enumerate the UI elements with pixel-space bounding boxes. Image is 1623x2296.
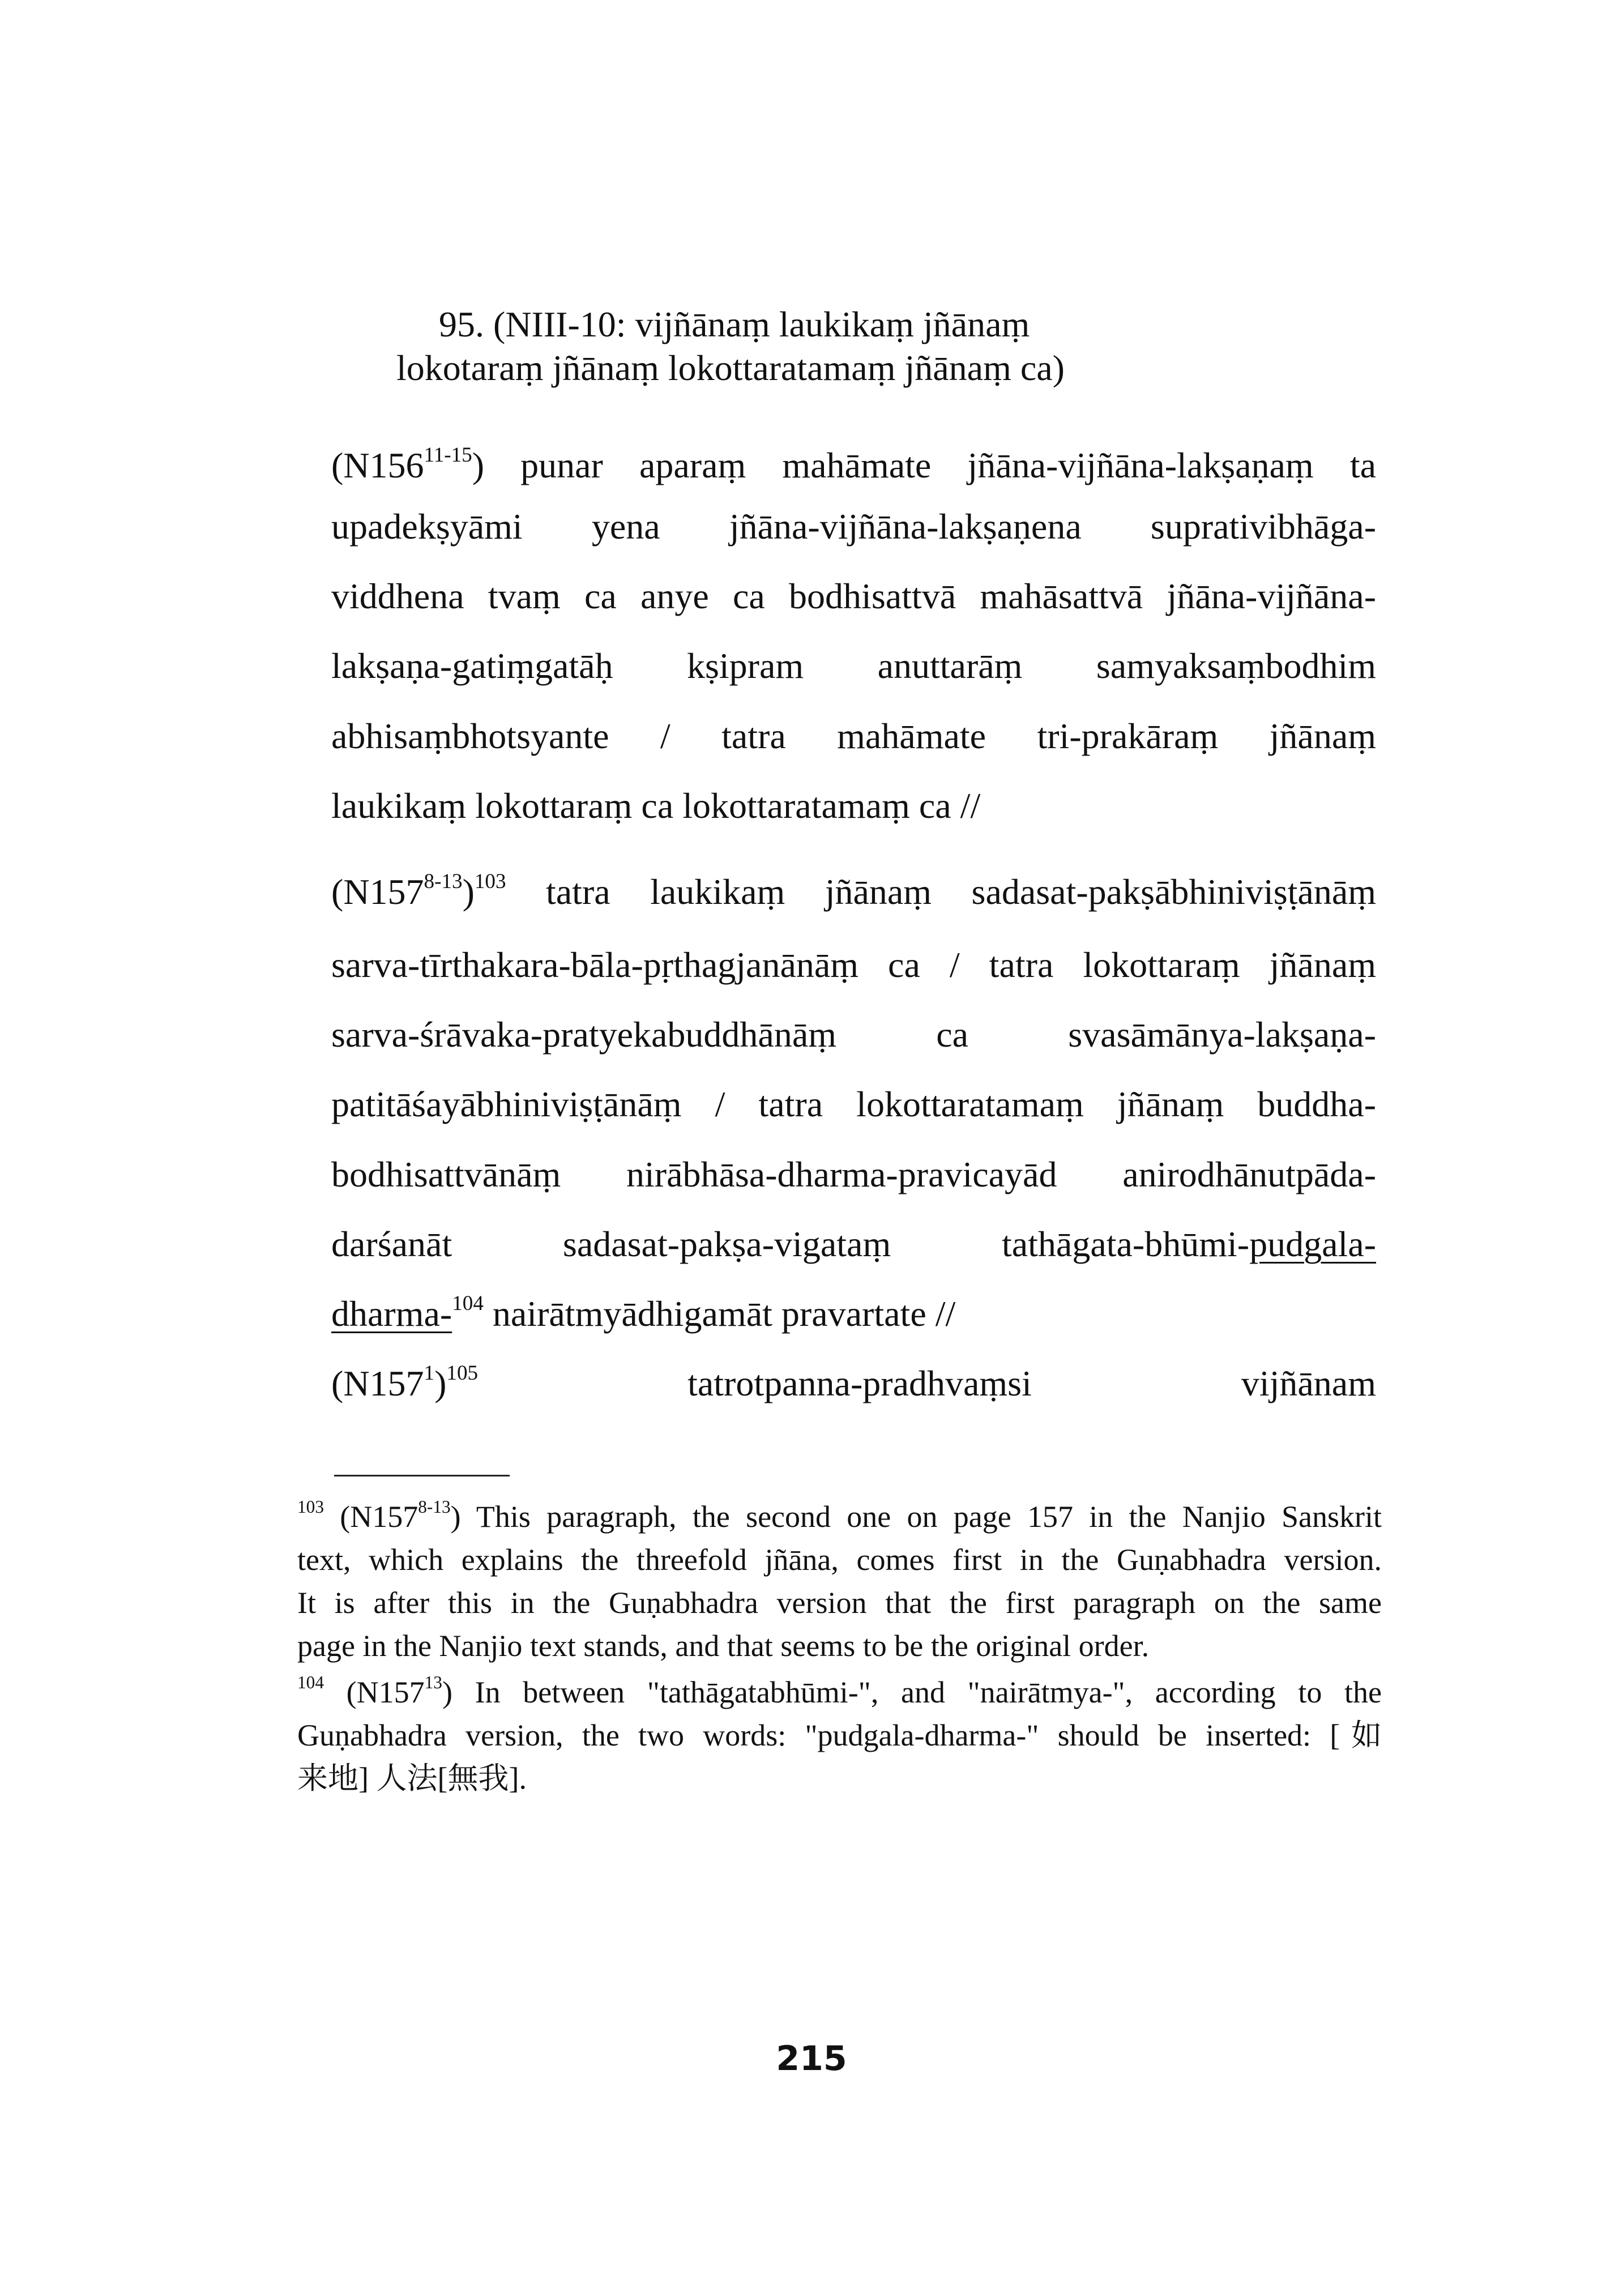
paragraph-3-word-2: vijñānam <box>1241 1363 1376 1403</box>
paragraph-1-reference: (N156$^{11-15}$) <box>331 443 485 485</box>
footnote-103-number: 103 <box>297 1496 324 1517</box>
paragraph-2-line-5: bodhisattvānāṃ nirābhāsa-dharma-pravicayād anirodhānutpāda- <box>331 1154 1376 1194</box>
footnote-104-line-2: Guṇabhadra version, the two words: "pudgala-dharma-" should be inserted: [如 <box>297 1718 1382 1752</box>
inserted-word-pudgala: pudgala- <box>1249 1224 1376 1264</box>
paragraph-1-line-3: viddhena tvaṃ ca anye ca bodhisattvā mahāsattvā jñāna-vijñāna- <box>331 576 1376 616</box>
paragraph-2-line-4: patitāśayābhiniviṣṭānāṃ / tatra lokottaratamaṃ jñānaṃ buddha- <box>331 1084 1376 1124</box>
paragraph-3-word-1: tatrotpanna-pradhvaṃsi <box>687 1363 1032 1403</box>
paragraph-1-line-5: abhisaṃbhotsyante / tatra mahāmate tri-prakāraṃ jñānaṃ <box>331 716 1376 756</box>
footnote-marker-103: 103 <box>474 870 506 894</box>
footnote-104-number: 104 <box>297 1672 324 1692</box>
paragraph-1-line-6: laukikaṃ lokottaraṃ ca lokottaratamaṃ ca // <box>331 786 981 826</box>
page-number: 215 <box>776 2039 847 2079</box>
line-6-tail: tathāgata-bhūmi- <box>1001 1224 1250 1264</box>
footnote-104 <box>297 1671 1382 1800</box>
paragraph-2-line-1: $(N157^{8-13})^{103}$ tatra laukikaṃ jñānaṃ sadasat-pakṣābhiniviṣṭānāṃ <box>331 870 1376 912</box>
section-heading-line-1: 95. (NIII-10: vijñānaṃ laukikaṃ jñānaṃ <box>439 304 1030 344</box>
paragraph-2-line-2: sarva-tīrthakara-bāla-pṛthagjanānāṃ ca / tatra lokottaraṃ jñānaṃ <box>331 945 1376 985</box>
footnote-103-line-2: text, which explains the threefold jñāna, comes first in the Guṇabhadra version. <box>297 1543 1382 1577</box>
paragraph-2-line-7: dharma-$^{104}$ nairātmyādhigamāt pravartate // <box>331 1292 956 1334</box>
paragraph-3-line-1 <box>331 1361 1376 1406</box>
footnote-marker-104: 104 <box>452 1292 484 1316</box>
footnote-103-line-1: $^{103}$ (N157$^{8-13}$) This paragraph, the second one on page 157 in the Nanjio Sanskrit <box>297 1496 1382 1534</box>
paragraph-2-reference: $(N157^{8-13})^{103}$ <box>331 870 506 912</box>
paragraph-3-reference: $(N157^1)^{105}$ <box>331 1362 479 1403</box>
paragraph-1-line-1: (N156$^{11-15}$) punar aparaṃ mahāmate jñāna-vijñāna-lakṣaṇaṃ ta <box>331 443 1376 485</box>
footnote-separator <box>334 1475 510 1476</box>
footnote-104-line-1: $^{104}$ $(N157^{13})$ In between "tathāgatabhūmi-", and "nairātmya-", according to the <box>297 1672 1382 1709</box>
section-heading-line-2: lokotaraṃ jñānaṃ lokottaratamaṃ jñānaṃ ca) <box>396 348 1065 388</box>
paragraph-1-line-2: upadekṣyāmi yena jñāna-vijñāna-lakṣaṇena suprativibhāga- <box>331 506 1376 547</box>
footnote-103 <box>297 1495 1382 1667</box>
paragraph-2-line-6: darśanāt sadasat-pakṣa-vigataṃ tathāgata-bhūmi-pudgala- <box>331 1224 1376 1264</box>
footnote-marker-105: 105 <box>446 1362 479 1385</box>
inserted-word-dharma: dharma- <box>331 1294 452 1334</box>
paragraph-1-line-4: lakṣaṇa-gatiṃgatāḥ kṣipram anuttarāṃ samyaksaṃbodhim <box>331 646 1376 686</box>
paragraph-2-line-3: sarva-śrāvaka-pratyekabuddhānāṃ ca svasāmānya-lakṣaṇa- <box>331 1014 1376 1055</box>
footnote-103-line-3: It is after this in the Guṇabhadra version that the first paragraph on the same <box>297 1586 1382 1620</box>
footnote-104-line-3: 来地] 人法[無我]. <box>297 1761 527 1795</box>
footnote-103-line-4: page in the Nanjio text stands, and that seems to be the original order. <box>297 1629 1150 1663</box>
